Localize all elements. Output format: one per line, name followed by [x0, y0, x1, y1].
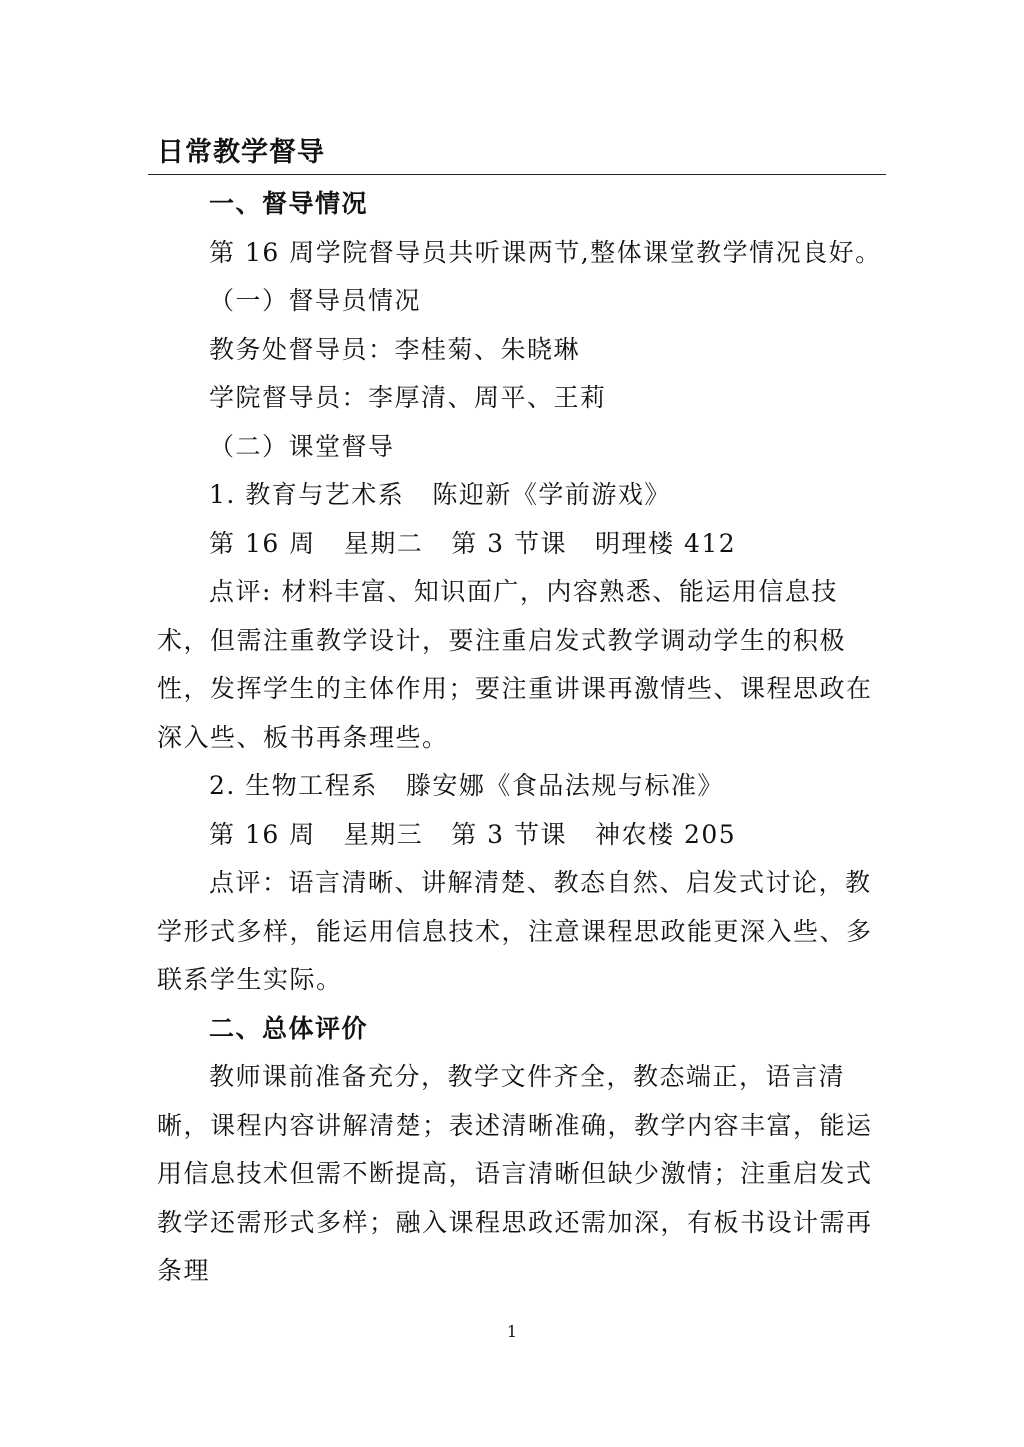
lesson-2-room: 神农楼 205 — [595, 819, 737, 849]
section-heading-supervision: 一、督导情况 — [209, 189, 369, 218]
lesson-2-period: 第 3 节课 — [451, 819, 568, 849]
lesson-1-title — [157, 471, 887, 520]
lesson-2-day: 星期三 — [343, 819, 424, 849]
lesson-2-comment: 点评：语言清晰、讲解清楚、教态自然、启发式讨论，教学形式多样，能运用信息技术，注意课程思政能更深入些、多联系学生实际。 — [157, 868, 873, 994]
document-body — [157, 180, 887, 1296]
lesson-2-week: 第 16 周 — [209, 819, 316, 849]
lesson-1-room: 明理楼 412 — [595, 528, 737, 558]
overall-evaluation-text: 教师课前准备充分，教学文件齐全，教态端正，语言清晰，课程内容讲解清楚；表述清晰准确，教学内容丰富，能运用信息技术但需不断提高，语言清晰但缺少激情；注重启发式教学还需形式多样；融入课程思政还需加深，有板书设计需再条理 — [157, 1062, 873, 1285]
subsection-heading-supervisors: （一）督导员情况 — [209, 286, 422, 315]
supervisors-academic-affairs: 教务处督导员：李桂菊、朱晓琳 — [209, 334, 581, 364]
page-number: 1 — [506, 1322, 518, 1341]
document-title: 日常教学督导 — [157, 137, 325, 168]
section-intro: 第 16 周学院督导员共听课两节,整体课堂教学情况良好。 — [209, 237, 882, 267]
lesson-1-period: 第 3 节课 — [451, 528, 568, 558]
lesson-2-title — [157, 762, 887, 811]
lesson-2-schedule — [157, 811, 887, 860]
lesson-1-course: 陈迎新《学前游戏》 — [432, 480, 671, 509]
lesson-2-course: 滕安娜《食品法规与标准》 — [405, 771, 724, 800]
lesson-1-dept: 1. 教育与艺术系 — [209, 480, 405, 509]
title-divider — [148, 174, 886, 175]
lesson-1-week: 第 16 周 — [209, 528, 316, 558]
lesson-1-comment: 点评: 材料丰富、知识面广，内容熟悉、能运用信息技术，但需注重教学设计，要注重启发式教学调动学生的积极性，发挥学生的主体作用；要注重讲课再激情些、课程思政在深入些、板书再条理些。 — [157, 577, 873, 752]
section-heading-overall: 二、总体评价 — [209, 1013, 369, 1043]
lesson-1-schedule — [157, 520, 887, 569]
subsection-heading-classroom: （二）课堂督导 — [209, 431, 395, 461]
lesson-1-day: 星期二 — [343, 528, 424, 558]
supervisors-college: 学院督导员：李厚清、周平、王莉 — [209, 383, 607, 412]
lesson-2-dept: 2. 生物工程系 — [209, 771, 378, 800]
